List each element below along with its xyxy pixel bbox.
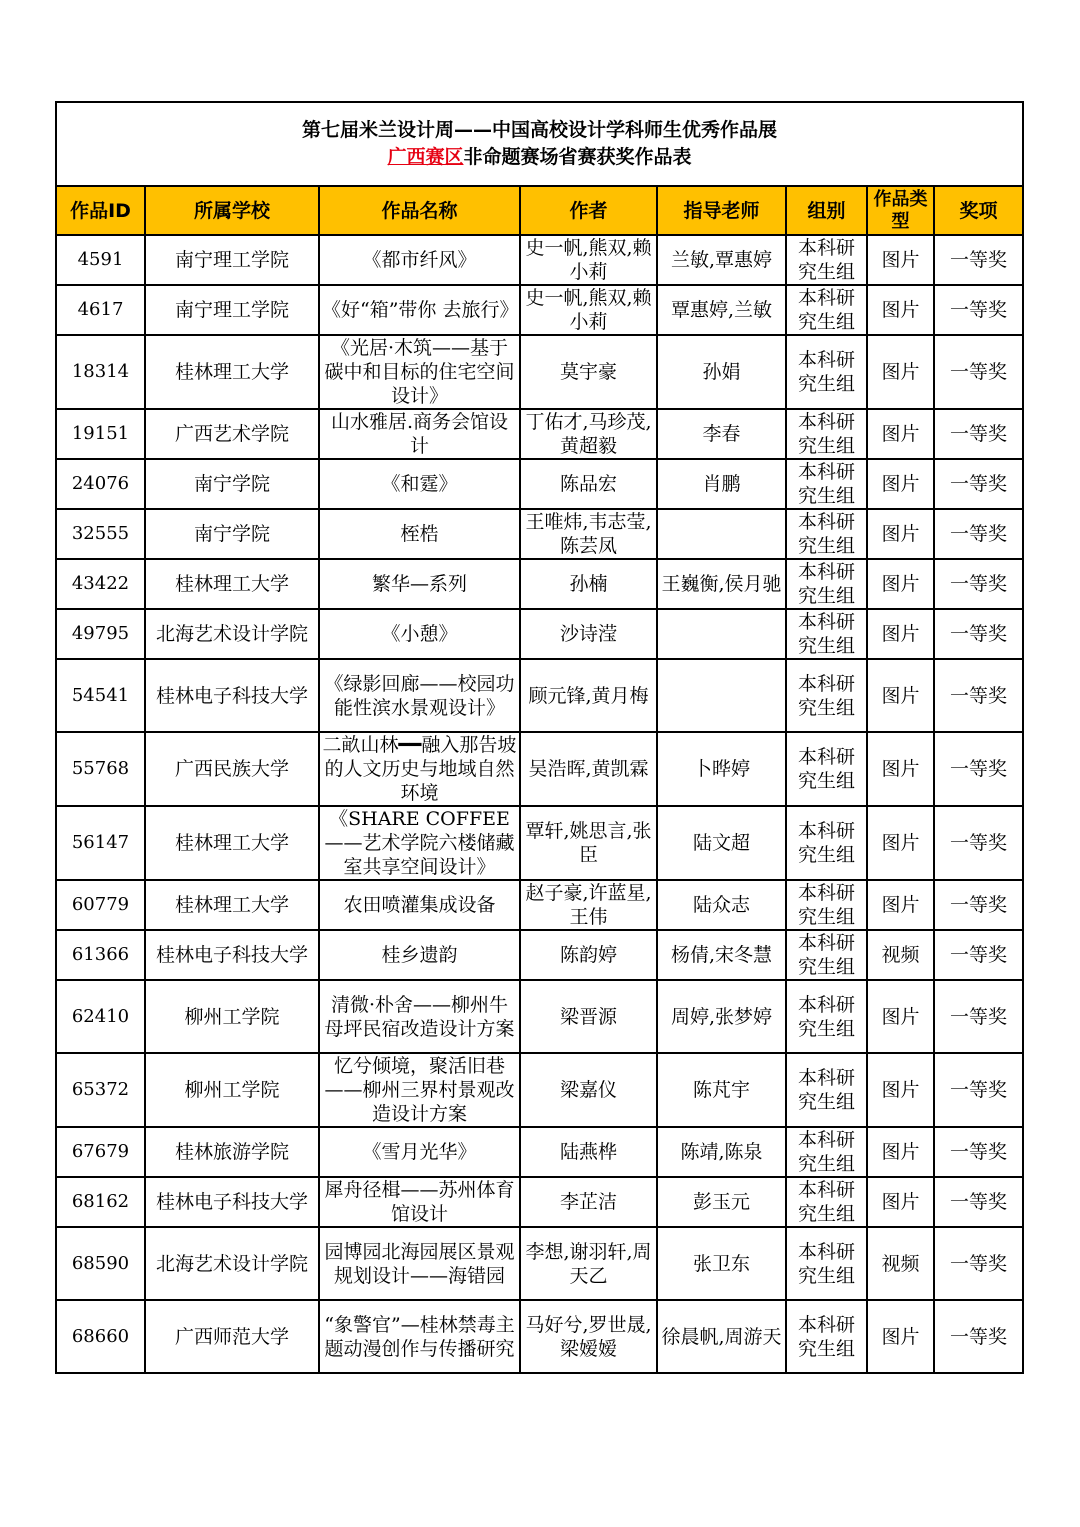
cell-award: 一等奖 xyxy=(934,1227,1023,1300)
cell-award: 一等奖 xyxy=(934,930,1023,980)
cell-award: 一等奖 xyxy=(934,1053,1023,1127)
cell-group: 本科研究生组 xyxy=(786,559,867,609)
cell-id: 4617 xyxy=(56,285,145,335)
cell-type: 图片 xyxy=(867,732,934,806)
table-body xyxy=(56,235,1023,1373)
cell-type: 图片 xyxy=(867,335,934,409)
cell-type: 图片 xyxy=(867,509,934,559)
table-row xyxy=(56,732,1023,806)
cell-type: 图片 xyxy=(867,609,934,659)
award-sheet xyxy=(55,101,1023,1374)
cell-work: 繁华—系列 xyxy=(319,559,520,609)
cell-work: 桂乡遗韵 xyxy=(319,930,520,980)
cell-award: 一等奖 xyxy=(934,1177,1023,1227)
cell-advisor: 陈芃宇 xyxy=(657,1053,786,1127)
cell-type: 视频 xyxy=(867,930,934,980)
cell-id: 67679 xyxy=(56,1127,145,1177)
table-row xyxy=(56,1177,1023,1227)
cell-school: 广西民族大学 xyxy=(145,732,319,806)
cell-author: 李想,谢羽轩,周天乙 xyxy=(520,1227,657,1300)
cell-group: 本科研究生组 xyxy=(786,930,867,980)
cell-id: 56147 xyxy=(56,806,145,880)
cell-school: 桂林旅游学院 xyxy=(145,1127,319,1177)
cell-work: 《都市纤风》 xyxy=(319,235,520,285)
cell-id: 62410 xyxy=(56,980,145,1053)
cell-id: 4591 xyxy=(56,235,145,285)
cell-award: 一等奖 xyxy=(934,335,1023,409)
cell-advisor: 陆众志 xyxy=(657,880,786,930)
cell-group: 本科研究生组 xyxy=(786,806,867,880)
cell-work: “象警官”—桂林禁毒主题动漫创作与传播研究 xyxy=(319,1300,520,1373)
cell-school: 北海艺术设计学院 xyxy=(145,609,319,659)
cell-id: 65372 xyxy=(56,1053,145,1127)
table-row xyxy=(56,1227,1023,1300)
cell-author: 马好兮,罗世晟,梁嫒嫒 xyxy=(520,1300,657,1373)
cell-work: 忆兮倾境，聚活旧巷——柳州三界村景观改造设计方案 xyxy=(319,1053,520,1127)
table-row xyxy=(56,409,1023,459)
cell-advisor: 覃惠婷,兰敏 xyxy=(657,285,786,335)
cell-type: 图片 xyxy=(867,235,934,285)
cell-work: 犀舟径楫——苏州体育馆设计 xyxy=(319,1177,520,1227)
cell-award: 一等奖 xyxy=(934,459,1023,509)
cell-group: 本科研究生组 xyxy=(786,609,867,659)
cell-work: 《和霆》 xyxy=(319,459,520,509)
table-row xyxy=(56,1300,1023,1373)
cell-author: 丁佑才,马珍茂,黄超毅 xyxy=(520,409,657,459)
cell-type: 图片 xyxy=(867,1127,934,1177)
cell-work: 《好“箱”带你 去旅行》 xyxy=(319,285,520,335)
cell-group: 本科研究生组 xyxy=(786,1300,867,1373)
cell-award: 一等奖 xyxy=(934,559,1023,609)
cell-author: 梁晋源 xyxy=(520,980,657,1053)
cell-award: 一等奖 xyxy=(934,659,1023,732)
cell-school: 柳州工学院 xyxy=(145,1053,319,1127)
cell-school: 桂林理工大学 xyxy=(145,335,319,409)
cell-school: 桂林理工大学 xyxy=(145,806,319,880)
cell-advisor: 陈靖,陈泉 xyxy=(657,1127,786,1177)
cell-author: 史一帆,熊双,赖小莉 xyxy=(520,235,657,285)
cell-advisor: 孙娟 xyxy=(657,335,786,409)
cell-award: 一等奖 xyxy=(934,409,1023,459)
cell-group: 本科研究生组 xyxy=(786,659,867,732)
cell-group: 本科研究生组 xyxy=(786,459,867,509)
cell-id: 55768 xyxy=(56,732,145,806)
cell-id: 68660 xyxy=(56,1300,145,1373)
cell-id: 49795 xyxy=(56,609,145,659)
award-table xyxy=(55,101,1024,1374)
cell-school: 桂林理工大学 xyxy=(145,559,319,609)
cell-author: 莫宇豪 xyxy=(520,335,657,409)
table-row xyxy=(56,285,1023,335)
cell-work: 园博园北海园展区景观规划设计——海错园 xyxy=(319,1227,520,1300)
cell-school: 广西师范大学 xyxy=(145,1300,319,1373)
table-row xyxy=(56,1127,1023,1177)
title-line-2 xyxy=(59,144,1020,171)
cell-author: 陈韵婷 xyxy=(520,930,657,980)
cell-type: 图片 xyxy=(867,806,934,880)
cell-type: 图片 xyxy=(867,285,934,335)
cell-type: 图片 xyxy=(867,1177,934,1227)
cell-advisor: 周婷,张梦婷 xyxy=(657,980,786,1053)
cell-award: 一等奖 xyxy=(934,235,1023,285)
cell-school: 南宁理工学院 xyxy=(145,235,319,285)
cell-award: 一等奖 xyxy=(934,980,1023,1053)
cell-school: 柳州工学院 xyxy=(145,980,319,1053)
table-row xyxy=(56,659,1023,732)
cell-id: 60779 xyxy=(56,880,145,930)
cell-work: 《光居·木筑——基于碳中和目标的住宅空间设计》 xyxy=(319,335,520,409)
cell-group: 本科研究生组 xyxy=(786,1127,867,1177)
cell-author: 史一帆,熊双,赖小莉 xyxy=(520,285,657,335)
cell-type: 图片 xyxy=(867,880,934,930)
cell-school: 桂林理工大学 xyxy=(145,880,319,930)
table-row xyxy=(56,980,1023,1053)
table-row xyxy=(56,235,1023,285)
cell-type: 图片 xyxy=(867,980,934,1053)
cell-group: 本科研究生组 xyxy=(786,1227,867,1300)
cell-advisor xyxy=(657,609,786,659)
cell-type: 图片 xyxy=(867,459,934,509)
cell-group: 本科研究生组 xyxy=(786,235,867,285)
cell-work: 《小憩》 xyxy=(319,609,520,659)
cell-advisor: 王巍衡,侯月驰 xyxy=(657,559,786,609)
cell-school: 南宁理工学院 xyxy=(145,285,319,335)
cell-award: 一等奖 xyxy=(934,880,1023,930)
table-title xyxy=(56,102,1023,186)
cell-id: 68590 xyxy=(56,1227,145,1300)
cell-school: 南宁学院 xyxy=(145,509,319,559)
table-row xyxy=(56,609,1023,659)
col-header-group: 组别 xyxy=(786,186,867,235)
cell-group: 本科研究生组 xyxy=(786,409,867,459)
cell-group: 本科研究生组 xyxy=(786,980,867,1053)
region-name: 广西赛区 xyxy=(387,146,464,168)
cell-group: 本科研究生组 xyxy=(786,509,867,559)
col-header-id: 作品ID xyxy=(56,186,145,235)
cell-author: 孙楠 xyxy=(520,559,657,609)
cell-author: 王唯炜,韦志莹,陈芸凤 xyxy=(520,509,657,559)
cell-author: 陈品宏 xyxy=(520,459,657,509)
cell-id: 68162 xyxy=(56,1177,145,1227)
cell-id: 18314 xyxy=(56,335,145,409)
title-line-1: 第七届米兰设计周——中国高校设计学科师生优秀作品展 xyxy=(302,119,778,141)
cell-id: 19151 xyxy=(56,409,145,459)
cell-award: 一等奖 xyxy=(934,285,1023,335)
cell-work: 《雪月光华》 xyxy=(319,1127,520,1177)
cell-author: 覃轩,姚思言,张臣 xyxy=(520,806,657,880)
cell-award: 一等奖 xyxy=(934,609,1023,659)
cell-advisor: 杨倩,宋冬慧 xyxy=(657,930,786,980)
table-row xyxy=(56,509,1023,559)
cell-advisor xyxy=(657,509,786,559)
cell-type: 图片 xyxy=(867,409,934,459)
cell-id: 32555 xyxy=(56,509,145,559)
cell-id: 43422 xyxy=(56,559,145,609)
cell-group: 本科研究生组 xyxy=(786,1177,867,1227)
cell-work: 桎梏 xyxy=(319,509,520,559)
table-row xyxy=(56,880,1023,930)
cell-work: 农田喷灌集成设备 xyxy=(319,880,520,930)
header-row xyxy=(56,186,1023,235)
cell-group: 本科研究生组 xyxy=(786,335,867,409)
cell-work: 二畝山林━━融入那告坡的人文历史与地域自然环境 xyxy=(319,732,520,806)
col-header-award: 奖项 xyxy=(934,186,1023,235)
cell-advisor: 卜晔婷 xyxy=(657,732,786,806)
cell-school: 北海艺术设计学院 xyxy=(145,1227,319,1300)
cell-school: 南宁学院 xyxy=(145,459,319,509)
col-header-work: 作品名称 xyxy=(319,186,520,235)
col-header-type: 作品类型 xyxy=(867,186,934,235)
cell-advisor xyxy=(657,659,786,732)
cell-work: 《SHARE COFFEE——艺术学院六楼储藏室共享空间设计》 xyxy=(319,806,520,880)
cell-advisor: 徐晨帆,周游天 xyxy=(657,1300,786,1373)
cell-group: 本科研究生组 xyxy=(786,1053,867,1127)
table-row xyxy=(56,459,1023,509)
cell-id: 61366 xyxy=(56,930,145,980)
col-header-school: 所属学校 xyxy=(145,186,319,235)
table-row xyxy=(56,1053,1023,1127)
cell-school: 桂林电子科技大学 xyxy=(145,659,319,732)
cell-author: 吴浩晖,黄凯霖 xyxy=(520,732,657,806)
cell-type: 图片 xyxy=(867,1053,934,1127)
cell-author: 顾元锋,黄月梅 xyxy=(520,659,657,732)
cell-type: 图片 xyxy=(867,559,934,609)
cell-type: 图片 xyxy=(867,1300,934,1373)
cell-work: 山水雅居.商务会馆设计 xyxy=(319,409,520,459)
cell-work: 清微·朴舍——柳州牛母坪民宿改造设计方案 xyxy=(319,980,520,1053)
cell-author: 李芷洁 xyxy=(520,1177,657,1227)
table-row xyxy=(56,806,1023,880)
cell-award: 一等奖 xyxy=(934,1127,1023,1177)
cell-advisor: 彭玉元 xyxy=(657,1177,786,1227)
col-header-advisor: 指导老师 xyxy=(657,186,786,235)
cell-advisor: 张卫东 xyxy=(657,1227,786,1300)
cell-type: 图片 xyxy=(867,659,934,732)
table-row xyxy=(56,335,1023,409)
cell-award: 一等奖 xyxy=(934,509,1023,559)
cell-school: 桂林电子科技大学 xyxy=(145,1177,319,1227)
cell-award: 一等奖 xyxy=(934,806,1023,880)
cell-group: 本科研究生组 xyxy=(786,285,867,335)
cell-advisor: 肖鹏 xyxy=(657,459,786,509)
cell-author: 赵子豪,许蓝星,王伟 xyxy=(520,880,657,930)
cell-author: 陆燕桦 xyxy=(520,1127,657,1177)
col-header-author: 作者 xyxy=(520,186,657,235)
cell-author: 梁嘉仪 xyxy=(520,1053,657,1127)
cell-school: 桂林电子科技大学 xyxy=(145,930,319,980)
cell-id: 24076 xyxy=(56,459,145,509)
cell-group: 本科研究生组 xyxy=(786,732,867,806)
cell-author: 沙诗滢 xyxy=(520,609,657,659)
cell-school: 广西艺术学院 xyxy=(145,409,319,459)
table-row xyxy=(56,559,1023,609)
cell-group: 本科研究生组 xyxy=(786,880,867,930)
cell-award: 一等奖 xyxy=(934,1300,1023,1373)
table-row xyxy=(56,930,1023,980)
cell-advisor: 李春 xyxy=(657,409,786,459)
title-line-2-rest: 非命题赛场省赛获奖作品表 xyxy=(463,146,692,168)
cell-award: 一等奖 xyxy=(934,732,1023,806)
cell-id: 54541 xyxy=(56,659,145,732)
cell-advisor: 兰敏,覃惠婷 xyxy=(657,235,786,285)
cell-work: 《绿影回廊——校园功能性滨水景观设计》 xyxy=(319,659,520,732)
cell-advisor: 陆文超 xyxy=(657,806,786,880)
cell-type: 视频 xyxy=(867,1227,934,1300)
